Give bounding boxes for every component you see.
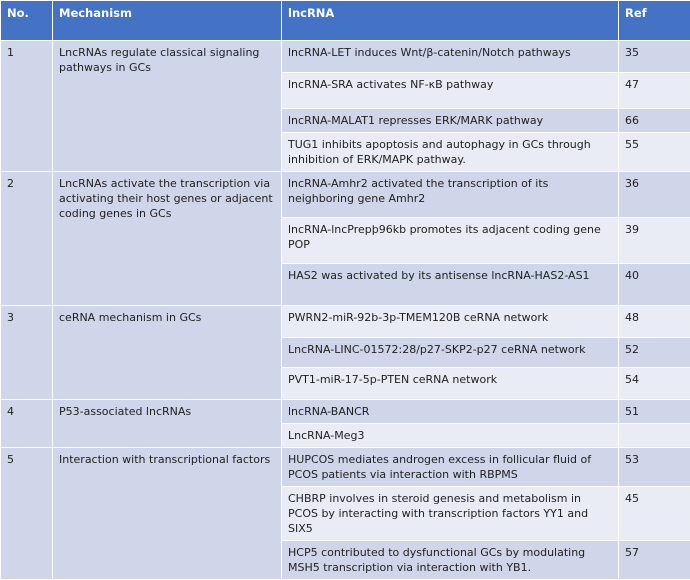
group-mechanism: P53-associated lncRNAs (53, 400, 282, 448)
lncrna-cell: lncRNA-SRA activates NF-κB pathway (282, 73, 619, 109)
lncrna-cell: PVT1-miR-17-5p-PTEN ceRNA network (282, 368, 619, 400)
table-body (1, 41, 690, 580)
lncrna-cell: lncRNA-MALAT1 represses ERK/MARK pathway (282, 109, 619, 133)
lncrna-cell: PWRN2-miR-92b-3p-TMEM120B ceRNA network (282, 306, 619, 338)
ref-cell: 40 (619, 264, 690, 306)
group-number: 2 (1, 172, 53, 306)
ref-cell: 45 (619, 487, 690, 541)
lncrna-cell: lncRNA-Amhr2 activated the transcription of its neighboring gene Amhr2 (282, 172, 619, 218)
lncrna-cell: HUPCOS mediates androgen excess in follicular fluid of PCOS patients via interaction with RBPMS (282, 448, 619, 487)
group-mechanism: LncRNAs activate the transcription via activating their host genes or adjacent coding genes in GCs (53, 172, 282, 306)
header-ref: Ref (619, 1, 690, 41)
ref-cell: 35 (619, 41, 690, 73)
lncrna-cell: TUG1 inhibits apoptosis and autophagy in GCs through inhibition of ERK/MAPK pathway. (282, 133, 619, 172)
group-number: 1 (1, 41, 53, 172)
lncrna-cell: lncRNA-BANCR (282, 400, 619, 424)
header-no: No. (1, 1, 53, 41)
lncrna-cell: lncRNA-LET induces Wnt/β-catenin/Notch pathways (282, 41, 619, 73)
group-mechanism: LncRNAs regulate classical signaling pathways in GCs (53, 41, 282, 172)
ref-cell: 53 (619, 448, 690, 487)
lncrna-cell: LncRNA-LINC-01572:28/p27-SKP2-p27 ceRNA network (282, 338, 619, 368)
table-row (1, 448, 690, 487)
ref-cell (619, 424, 690, 448)
lncrna-cell: HAS2 was activated by its antisense lncRNA-HAS2-AS1 (282, 264, 619, 306)
table-row (1, 172, 690, 218)
ref-cell: 52 (619, 338, 690, 368)
lncrna-cell: HCP5 contributed to dysfunctional GCs by modulating MSH5 transcription via interaction with YB1. (282, 541, 619, 580)
table-row (1, 41, 690, 73)
ref-cell: 51 (619, 400, 690, 424)
ref-cell: 55 (619, 133, 690, 172)
header-mechanism: Mechanism (53, 1, 282, 41)
ref-cell: 57 (619, 541, 690, 580)
lncrna-cell: lncRNA-lncPrepþ96kb promotes its adjacent coding gene POP (282, 218, 619, 264)
lncrna-cell: CHBRP involves in steroid genesis and metabolism in PCOS by interacting with transcription factors YY1 and SIX5 (282, 487, 619, 541)
group-number: 5 (1, 448, 53, 580)
header-lncrna: lncRNA (282, 1, 619, 41)
ref-cell: 47 (619, 73, 690, 109)
ref-cell: 54 (619, 368, 690, 400)
table-row (1, 306, 690, 338)
ref-cell: 36 (619, 172, 690, 218)
ref-cell: 48 (619, 306, 690, 338)
group-mechanism: Interaction with transcriptional factors (53, 448, 282, 580)
ref-cell: 66 (619, 109, 690, 133)
table-row (1, 400, 690, 424)
group-number: 3 (1, 306, 53, 400)
ref-cell: 39 (619, 218, 690, 264)
group-number: 4 (1, 400, 53, 448)
group-mechanism: ceRNA mechanism in GCs (53, 306, 282, 400)
header-row (1, 1, 690, 41)
lncrna-cell: LncRNA-Meg3 (282, 424, 619, 448)
